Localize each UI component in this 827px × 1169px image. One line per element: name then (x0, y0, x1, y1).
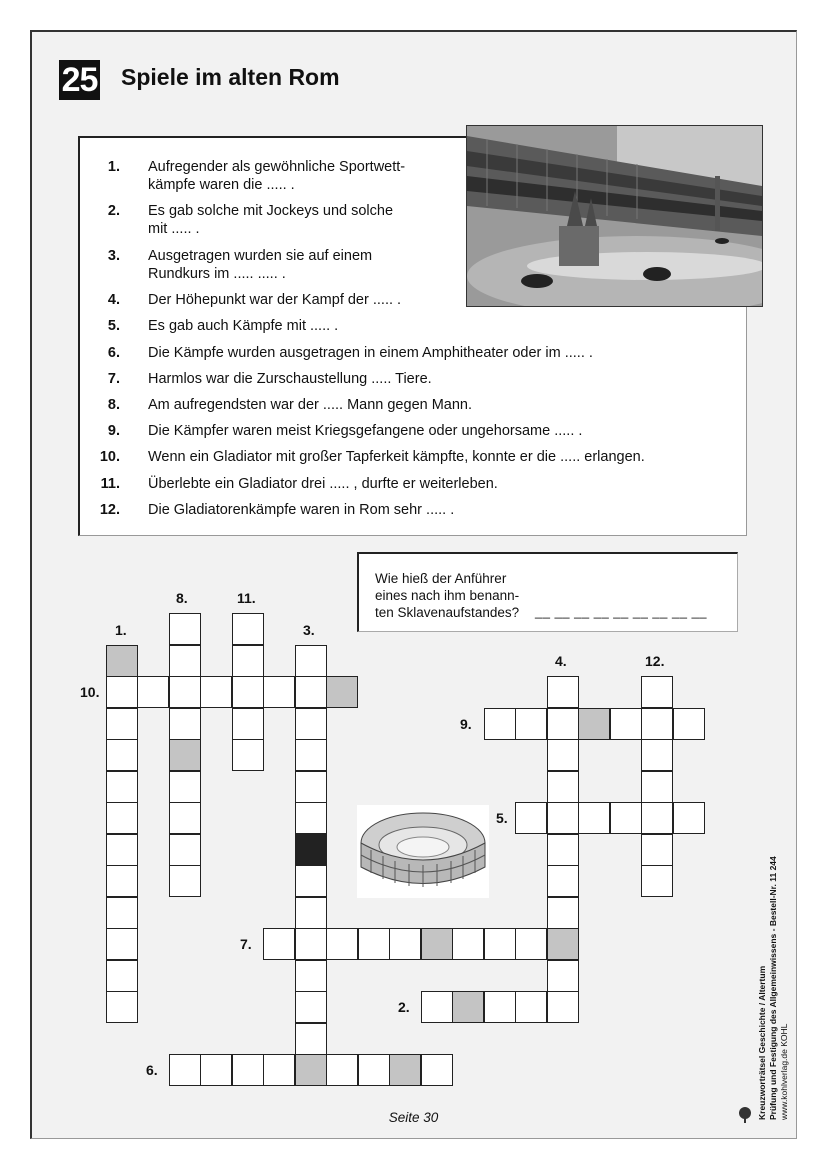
crossword-cell[interactable] (610, 708, 642, 740)
crossword-cell[interactable] (326, 1054, 358, 1086)
clue-text: Der Höhepunkt war der Kampf der ..... . (148, 292, 402, 308)
clue-text: Harmlos war die Zurschaustellung ..... Tiere. (148, 371, 432, 387)
crossword-cell[interactable] (610, 802, 642, 834)
crossword-cell[interactable] (295, 897, 327, 929)
crossword-cell[interactable] (484, 991, 516, 1023)
crossword-cell[interactable] (515, 991, 547, 1023)
crossword-cell[interactable] (295, 708, 327, 740)
crossword-cell[interactable] (232, 1054, 264, 1086)
publisher-logo-icon (735, 1055, 755, 1125)
crossword-cell[interactable] (295, 865, 327, 897)
crossword-cell[interactable] (641, 739, 673, 771)
crossword-cell-solution[interactable] (295, 1054, 327, 1086)
crossword-cell[interactable] (169, 708, 201, 740)
clue-text: Wenn ein Gladiator mit großer Tapferkeit kämpfte, konnte er die ..... erlangen. (148, 449, 645, 465)
colosseum-illustration (357, 805, 489, 898)
crossword-cell[interactable] (169, 613, 201, 645)
bonus-question-text: Wie hieß der Anführer eines nach ihm benann- ten Sklavenaufstandes? (375, 571, 520, 620)
word-number-11: 11. (237, 590, 256, 606)
crossword-cell-solution[interactable] (106, 645, 138, 677)
crossword-cell[interactable] (295, 645, 327, 677)
clue-number: 8. (107, 397, 120, 413)
clue-text: Am aufregendsten war der ..... Mann gegen Mann. (148, 397, 473, 413)
clue-number: 9. (107, 423, 120, 439)
crossword-cell[interactable] (106, 897, 138, 929)
crossword-cell[interactable] (547, 960, 579, 992)
crossword-cell-solution[interactable] (578, 708, 610, 740)
word-number-9: 9. (460, 716, 472, 732)
crossword-cell-solution[interactable] (421, 928, 453, 960)
clue-text: Aufregender als gewöhnliche Sportwett- kämpfe waren die ..... . (148, 159, 406, 193)
crossword-cell[interactable] (232, 676, 264, 708)
crossword-cell[interactable] (137, 676, 169, 708)
clue-text: Überlebte ein Gladiator drei ..... , durfte er weiterleben. (148, 476, 498, 492)
clue-text: Es gab solche mit Jockeys und solche mit ..... . (148, 203, 394, 237)
crossword-cell[interactable] (547, 802, 579, 834)
word-number-1: 1. (115, 622, 127, 638)
crossword-cell[interactable] (106, 771, 138, 803)
crossword-cell[interactable] (169, 771, 201, 803)
crossword-cell[interactable] (389, 928, 421, 960)
crossword-cell-solution[interactable] (389, 1054, 421, 1086)
word-number-12: 12. (645, 653, 665, 669)
clue-text: Die Gladiatorenkämpfe waren in Rom sehr ..... . (148, 502, 455, 518)
crossword-cell[interactable] (641, 834, 673, 866)
clue-text: Ausgetragen wurden sie auf einem Rundkurs im ..... ..... . (148, 248, 373, 282)
crossword-cell[interactable] (295, 991, 327, 1023)
crossword-cell[interactable] (641, 708, 673, 740)
crossword-cell[interactable] (578, 802, 610, 834)
crossword-cell[interactable] (263, 928, 295, 960)
crossword-cell[interactable] (169, 1054, 201, 1086)
crossword-cell[interactable] (452, 928, 484, 960)
crossword-cell[interactable] (232, 613, 264, 645)
crossword-cell[interactable] (547, 708, 579, 740)
crossword-cell[interactable] (547, 834, 579, 866)
crossword-cell[interactable] (200, 676, 232, 708)
crossword-cell[interactable] (421, 1054, 453, 1086)
clue-number: 10. (99, 449, 120, 465)
crossword-cell[interactable] (421, 991, 453, 1023)
crossword-cell-solution[interactable] (547, 928, 579, 960)
crossword-cell[interactable] (106, 928, 138, 960)
crossword-cell[interactable] (673, 708, 705, 740)
crossword-cell[interactable] (547, 865, 579, 897)
crossword-cell[interactable] (106, 960, 138, 992)
clue-number: 1. (107, 159, 120, 175)
clue-number: 5. (107, 318, 120, 334)
crossword-cell[interactable] (169, 645, 201, 677)
crossword-cell[interactable] (515, 708, 547, 740)
publisher-side-info: Kreuzworträtsel Geschichte / Altertum Prüfung und Festigung des Allgemeinwissens - Bestell-Nr. 11 244 www.kohlverlag.de KOHL (757, 856, 789, 1120)
crossword-cell[interactable] (106, 991, 138, 1023)
crossword-cell[interactable] (547, 991, 579, 1023)
crossword-cell[interactable] (295, 739, 327, 771)
word-number-2: 2. (398, 999, 410, 1015)
crossword-cell[interactable] (547, 897, 579, 929)
crossword-cell[interactable] (232, 739, 264, 771)
crossword-cell[interactable] (106, 834, 138, 866)
crossword-cell[interactable] (106, 708, 138, 740)
word-number-5: 5. (496, 810, 508, 826)
crossword-cell[interactable] (547, 676, 579, 708)
crossword-cell[interactable] (295, 802, 327, 834)
clue-text: Die Kämpfe wurden ausgetragen in einem Amphitheater oder im ..... . (148, 345, 593, 361)
worksheet-number-badge: 25 (59, 60, 100, 100)
page-title: Spiele im alten Rom (121, 64, 340, 90)
crossword-cell[interactable] (641, 676, 673, 708)
crossword-cell[interactable] (326, 928, 358, 960)
clue-number: 11. (100, 476, 120, 492)
crossword-cell-solution[interactable] (326, 676, 358, 708)
crossword-cell[interactable] (547, 771, 579, 803)
page-number: Seite 30 (388, 1110, 439, 1125)
clue-number: 4. (107, 292, 120, 308)
crossword-cell[interactable] (200, 1054, 232, 1086)
crossword-cell[interactable] (295, 771, 327, 803)
crossword-cell[interactable] (295, 928, 327, 960)
clue-number: 12. (99, 502, 120, 518)
crossword-cell[interactable] (263, 1054, 295, 1086)
crossword-cell[interactable] (295, 960, 327, 992)
crossword-cell[interactable] (106, 802, 138, 834)
crossword-cell[interactable] (106, 739, 138, 771)
crossword-cell[interactable] (641, 865, 673, 897)
word-number-7: 7. (240, 936, 252, 952)
crossword-cell-blocked (295, 834, 327, 866)
crossword-cell[interactable] (169, 676, 201, 708)
crossword-cell[interactable] (641, 771, 673, 803)
clue-number: 6. (107, 345, 120, 361)
crossword-cell[interactable] (169, 802, 201, 834)
crossword-cell[interactable] (106, 676, 138, 708)
crossword-cell[interactable] (263, 676, 295, 708)
crossword-cell[interactable] (547, 739, 579, 771)
crossword-cell[interactable] (515, 802, 547, 834)
word-number-3: 3. (303, 622, 315, 638)
crossword-cell-solution[interactable] (169, 739, 201, 771)
crossword-cell[interactable] (641, 802, 673, 834)
crossword-cell[interactable] (515, 928, 547, 960)
crossword-cell-solution[interactable] (452, 991, 484, 1023)
crossword-cell[interactable] (169, 865, 201, 897)
word-number-8: 8. (176, 590, 188, 606)
clue-number: 7. (107, 371, 120, 387)
crossword-cell[interactable] (484, 928, 516, 960)
crossword-cell[interactable] (106, 865, 138, 897)
clue-text: Die Kämpfer waren meist Kriegsgefangene oder ungehorsame ..... . (148, 423, 583, 439)
clue-number: 3. (107, 248, 120, 264)
crossword-cell[interactable] (295, 1023, 327, 1055)
word-number-6: 6. (146, 1062, 158, 1078)
clue-number: 2. (107, 203, 120, 219)
crossword-cell[interactable] (358, 928, 390, 960)
clue-text: Es gab auch Kämpfe mit ..... . (148, 318, 339, 334)
crossword-cell[interactable] (232, 708, 264, 740)
crossword-cell[interactable] (169, 834, 201, 866)
crossword-cell[interactable] (673, 802, 705, 834)
crossword-cell[interactable] (295, 676, 327, 708)
bonus-answer-blanks[interactable]: __ __ __ __ __ __ __ __ __ (535, 604, 708, 619)
crossword-cell[interactable] (232, 645, 264, 677)
word-number-10: 10. (80, 684, 100, 700)
crossword-cell[interactable] (358, 1054, 390, 1086)
word-number-4: 4. (555, 653, 567, 669)
crossword-cell[interactable] (484, 708, 516, 740)
